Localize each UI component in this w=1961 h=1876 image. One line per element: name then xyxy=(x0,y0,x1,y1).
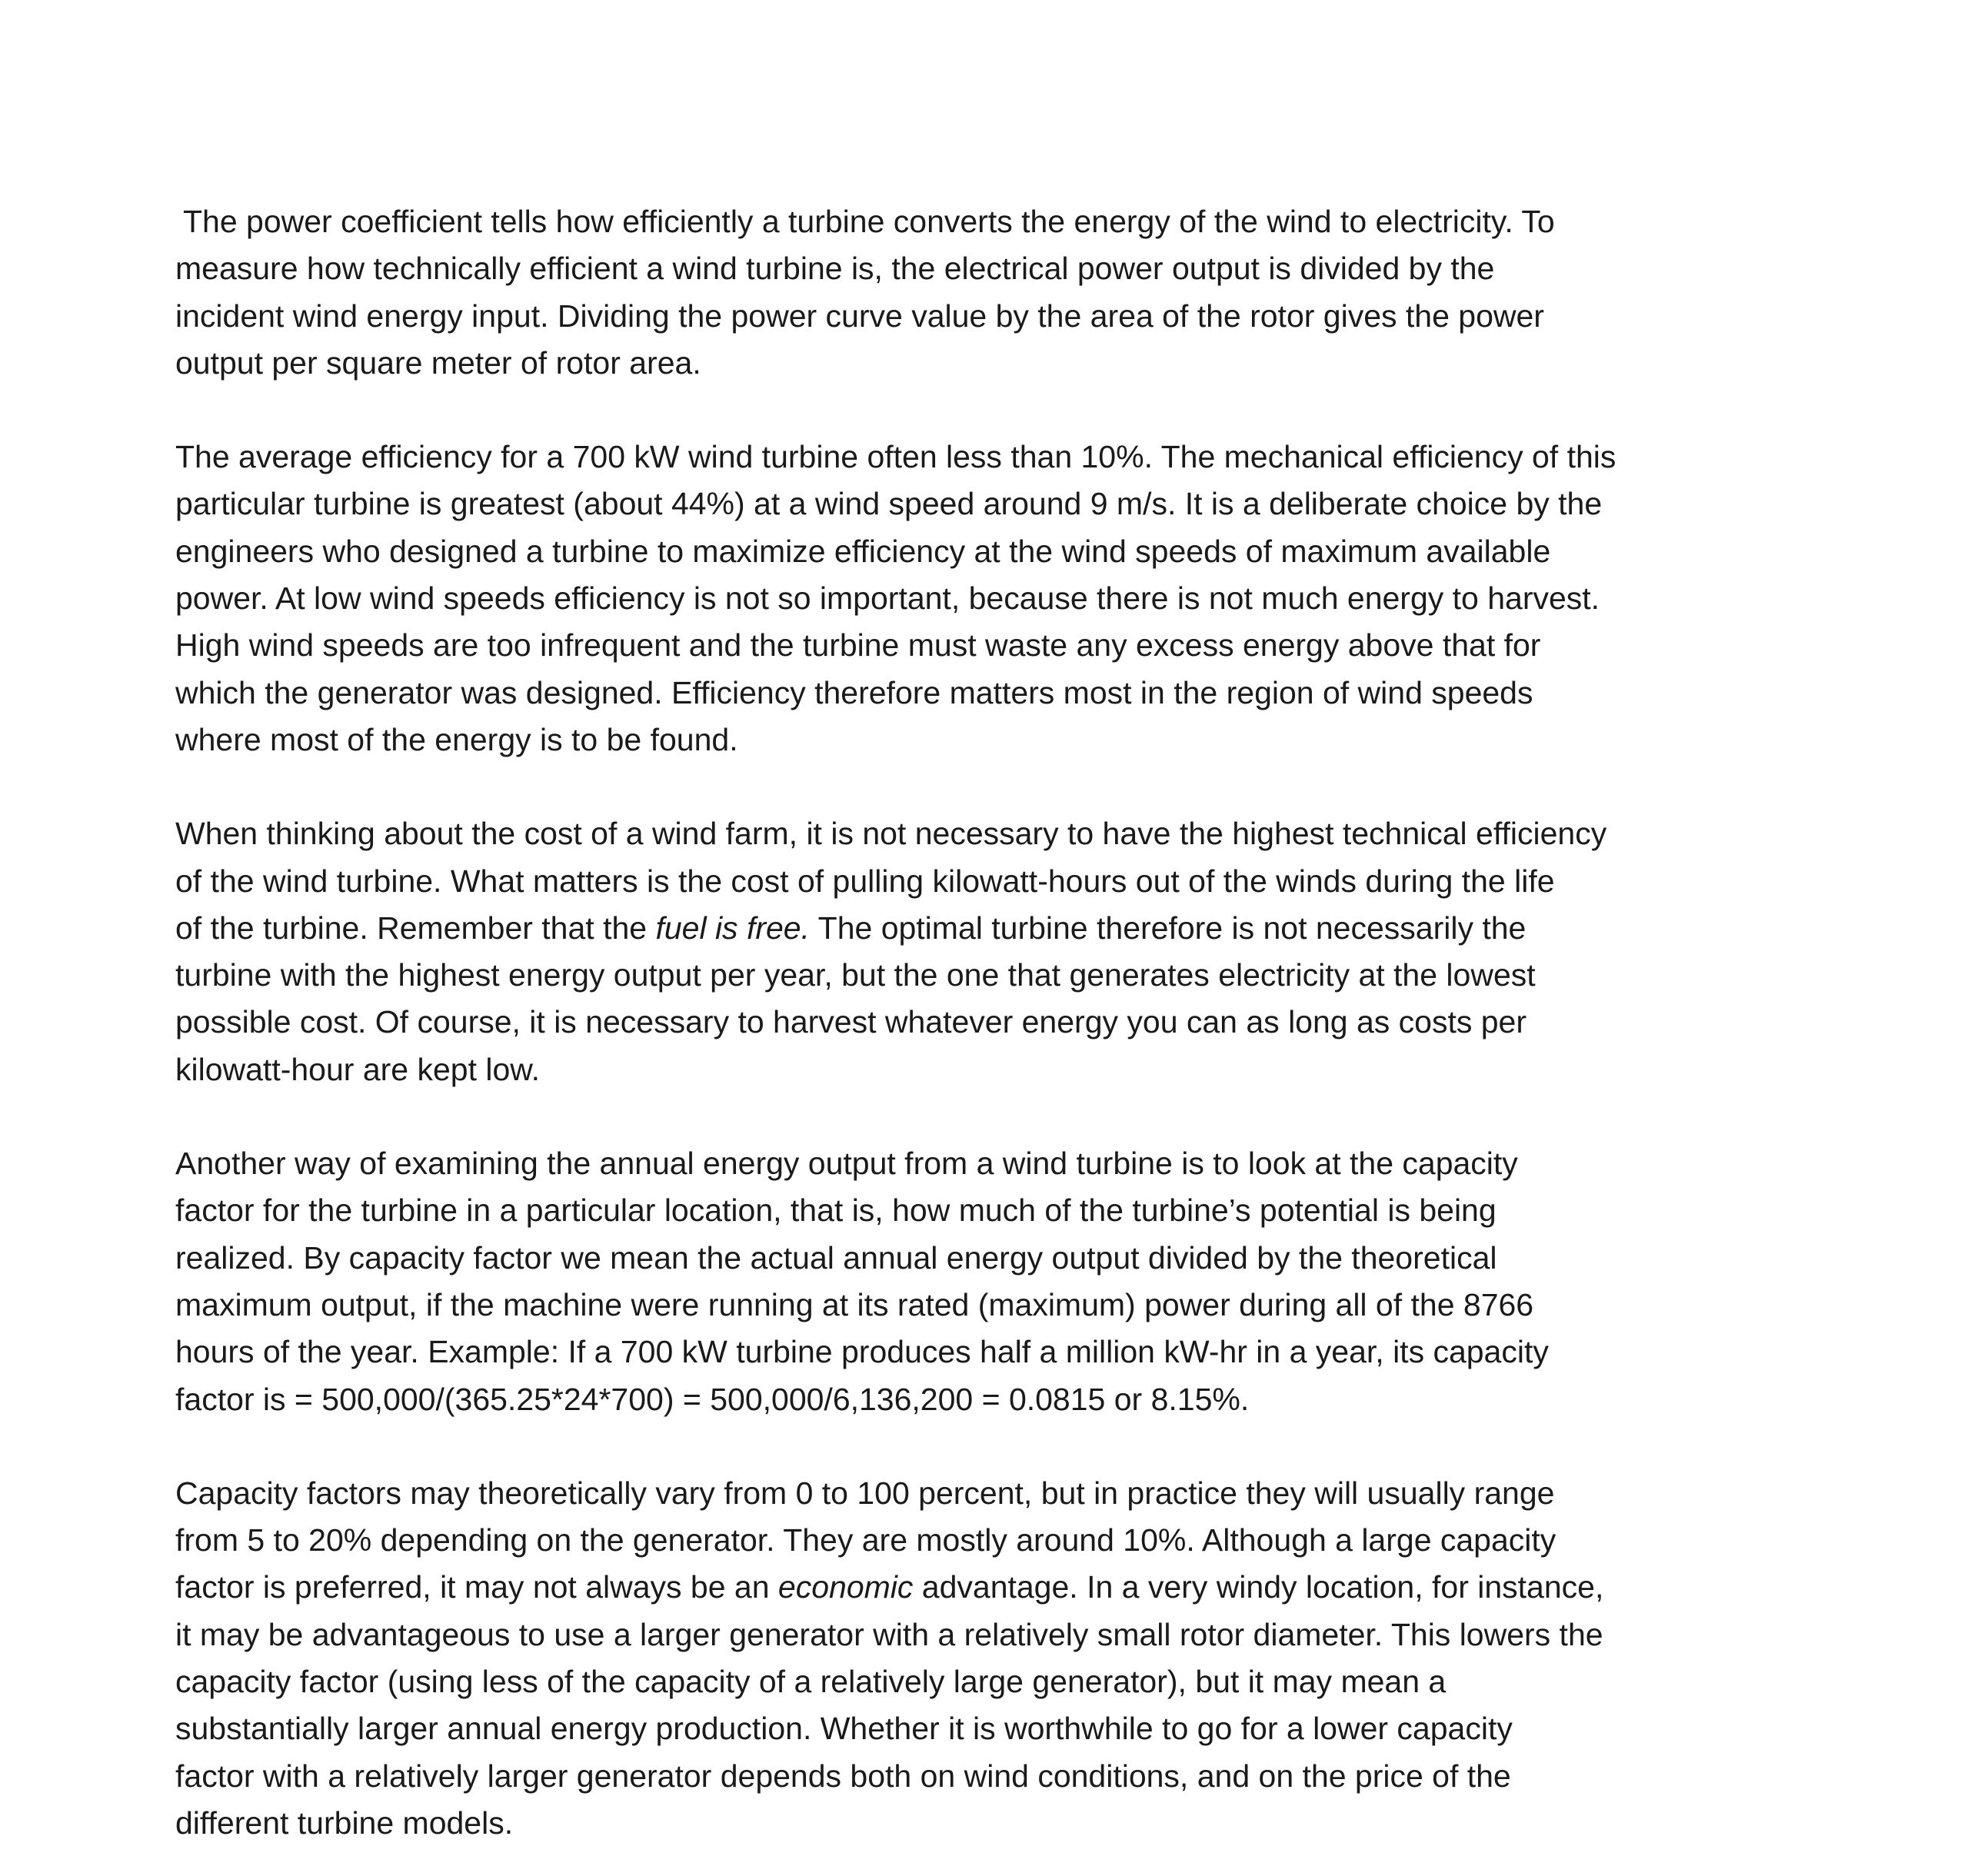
text-line: factor for the turbine in a particular location, that is, how much of the turbine’s potential is being xyxy=(175,1192,1497,1229)
italic-text-economic: economic xyxy=(777,1569,914,1605)
document-body xyxy=(175,198,1813,1847)
text-line: turbine with the highest energy output per year, but the one that generates electricity at the lowest xyxy=(175,957,1536,993)
text-line: different turbine models. xyxy=(175,1804,514,1841)
text-segment: advantage. In a very windy location, for instance, xyxy=(913,1569,1604,1605)
text-line: measure how technically efficient a wind turbine is, the electrical power output is divided by the xyxy=(175,251,1495,287)
text-line: capacity factor (using less of the capacity of a relatively large generator), but it may mean a xyxy=(175,1664,1447,1700)
text-line xyxy=(175,905,1813,952)
paragraph-average-efficiency xyxy=(175,434,1813,763)
text-line: substantially larger annual energy production. Whether it is worthwhile to go for a lower capacity xyxy=(175,1711,1513,1747)
text-line: power. At low wind speeds efficiency is not so important, because there is not much energy to harvest. xyxy=(175,580,1600,617)
paragraph-wind-farm-cost xyxy=(175,810,1813,1093)
text-line: Another way of examining the annual energy output from a wind turbine is to look at the capacity xyxy=(175,1146,1518,1182)
text-line: When thinking about the cost of a wind farm, it is not necessary to have the highest technical efficiency xyxy=(175,816,1607,852)
text-line: realized. By capacity factor we mean the actual annual energy output divided by the theoretical xyxy=(175,1239,1497,1276)
text-line: particular turbine is greatest (about 44%) at a wind speed around 9 m/s. It is a deliberate choice by the xyxy=(175,486,1603,522)
text-line: it may be advantageous to use a larger generator with a relatively small rotor diameter. This lowers the xyxy=(175,1616,1603,1652)
italic-text-fuel-is-free: fuel is free. xyxy=(655,910,810,946)
text-line: The average efficiency for a 700 kW wind turbine often less than 10%. The mechanical efficiency of this xyxy=(175,439,1616,475)
text-line: maximum output, if the machine were running at its rated (maximum) power during all of the 8766 xyxy=(175,1286,1534,1322)
paragraph-power-coefficient xyxy=(175,198,1813,387)
text-line: High wind speeds are too infrequent and the turbine must waste any excess energy above that for xyxy=(175,627,1541,664)
text-line: kilowatt-hour are kept low. xyxy=(175,1051,541,1087)
text-line: The power coefficient tells how efficiently a turbine converts the energy of the wind to electricity. To xyxy=(183,204,1555,239)
text-line: Capacity factors may theoretically vary from 0 to 100 percent, but in practice they will usually range xyxy=(175,1475,1555,1511)
text-line: where most of the energy is to be found. xyxy=(175,721,738,757)
text-line: hours of the year. Example: If a 700 kW turbine produces half a million kW-hr in a year, its capacity xyxy=(175,1334,1549,1370)
paragraph-capacity-factor-range xyxy=(175,1470,1813,1847)
text-line xyxy=(175,1564,1813,1611)
text-segment: The optimal turbine therefore is not necessarily the xyxy=(810,910,1527,946)
text-line: which the generator was designed. Efficiency therefore matters most in the region of wind speeds xyxy=(175,674,1533,710)
text-line: incident wind energy input. Dividing the power curve value by the area of the rotor gives the power xyxy=(175,298,1544,334)
text-line: factor is = 500,000/(365.25*24*700) = 500,000/6,136,200 = 0.0815 or 8.15%. xyxy=(175,1381,1250,1417)
text-segment: of the turbine. Remember that the xyxy=(175,910,656,946)
text-line: possible cost. Of course, it is necessary to harvest whatever energy you can as long as costs per xyxy=(175,1004,1527,1040)
text-line: of the wind turbine. What matters is the cost of pulling kilowatt-hours out of the winds during the life xyxy=(175,863,1555,899)
paragraph-capacity-factor-definition xyxy=(175,1140,1813,1423)
text-line: engineers who designed a turbine to maximize efficiency at the wind speeds of maximum available xyxy=(175,533,1551,569)
text-line: output per square meter of rotor area. xyxy=(175,344,701,381)
text-line: factor with a relatively larger generator depends both on wind conditions, and on the price of the xyxy=(175,1758,1511,1794)
text-line: from 5 to 20% depending on the generator. They are mostly around 10%. Although a large capacity xyxy=(175,1522,1556,1558)
text-segment: factor is preferred, it may not always be an xyxy=(175,1569,778,1605)
